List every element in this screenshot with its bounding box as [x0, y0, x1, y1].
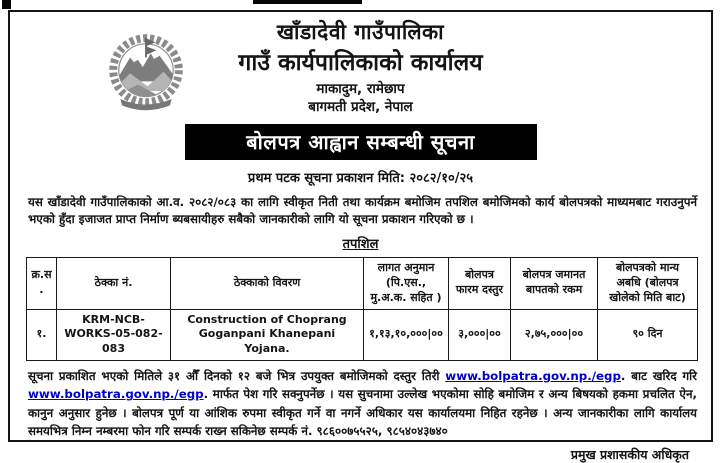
cell-bid-security: २,७५,०००|०० — [511, 309, 598, 361]
footer-text-2: . बाट खरिद गरि — [620, 369, 697, 384]
document-frame — [8, 10, 713, 463]
col-header-cost-estimate: लागत अनुमान (पि.एस., मु.अ.क. सहित ) — [364, 257, 449, 309]
cell-validity: ९० दिन — [598, 309, 698, 361]
municipality-name: खाँडादेवी गाउँपालिका — [276, 20, 445, 44]
footer-text-1: सूचना प्रकाशित भएको मितिले ३१ औँ दिनको १२ बजे भित्र उपयुक्त बमोजिमको दस्तुर तिरी — [28, 369, 446, 384]
cell-description: Construction of Choprang Goganpani Khanepani Yojana. — [171, 309, 364, 361]
nepal-emblem-logo — [106, 28, 186, 114]
col-header-description: ठेक्काको विवरण — [171, 257, 364, 309]
bolpatra-link-2[interactable]: www.bolpatra.gov.np./egp — [28, 387, 204, 402]
footer-paragraph — [28, 367, 697, 440]
notice-title: बोलपत्र आह्वान सम्बन्धी सूचना — [246, 130, 475, 155]
cell-sn: १. — [27, 309, 57, 361]
tender-table — [26, 257, 698, 361]
intro-paragraph: यस खाँडादेवी गाउँपालिकाको आ.व. २०८२/०८३ का लागि स्वीकृत निती तथा कार्यक्रम बमोजिम तपशिल बमोजिमको कार्य बोलपत्रको माध्यमबाट गराउनुपर्ने भएको हुँदा इजाजत प्राप्त निर्माण ब्यबसायीहरु सबैको जानकारीको लागि यो सूचना प्रकाशन गरिएको छ । — [28, 194, 697, 227]
col-header-contract-no: ठेक्का नं. — [57, 257, 171, 309]
address-line: माकादुम, रामेछाप — [316, 80, 405, 97]
publish-date-line: प्रथम पटक सूचना प्रकाशन मिति: २०८२/१०/२५ — [247, 170, 474, 186]
table-header-row — [27, 257, 698, 309]
bolpatra-link-1[interactable]: www.bolpatra.gov.np./egp — [445, 369, 621, 384]
details-heading: तपशिल — [342, 236, 379, 252]
col-header-validity: बोलपत्रको मान्य अबधि (बोलपत्र खोलेको मिति बाट) — [598, 257, 698, 309]
signature-title: प्रमुख प्रशासकीय अधिकृत — [570, 447, 689, 463]
cell-form-fee: ३,०००|०० — [449, 309, 511, 361]
col-header-bid-security: बोलपत्र जमानत बापतको रकम — [511, 257, 598, 309]
scan-artifact-corner — [2, 0, 11, 9]
table-row — [27, 309, 698, 361]
footer-text-3: . मार्फत पेश गरि सक्नुपर्नेछ । यस सुचनामा उल्लेख भएकोमा सोहि बमोजिम र अन्य बिषयको हकमा प्रचलित ऐन, कानुन अनुसार हुनेछ । बोलपत्र पूर्ण या आंशिक रुपमा स्वीकृत गर्ने वा नगर्ने अधिकार यस कार्यालयमा निहित रहनेछ । अन्य जानकारीका लागि कार्यालय समयभित्र निम्न नम्बरमा फोन गरि सम्पर्क राख्न सकिनेछ सम्पर्क नं. ९८६००७५५२५, ९८५४०४३७४० — [28, 387, 697, 438]
province-line: बागमती प्रदेश, नेपाल — [308, 99, 413, 116]
col-header-form-fee: बोलपत्र फारम दस्तुर — [449, 257, 511, 309]
cell-contract-no: KRM-NCB-WORKS-05-082-083 — [57, 309, 171, 361]
cell-cost-estimate: १,१३,१०,०००|०० — [364, 309, 449, 361]
col-header-sn: क्र.स. — [27, 257, 57, 309]
scan-artifact-top — [253, 0, 362, 4]
office-name: गाउँ कार्यपालिकाको कार्यालय — [238, 49, 483, 76]
notice-title-bar — [185, 124, 537, 160]
